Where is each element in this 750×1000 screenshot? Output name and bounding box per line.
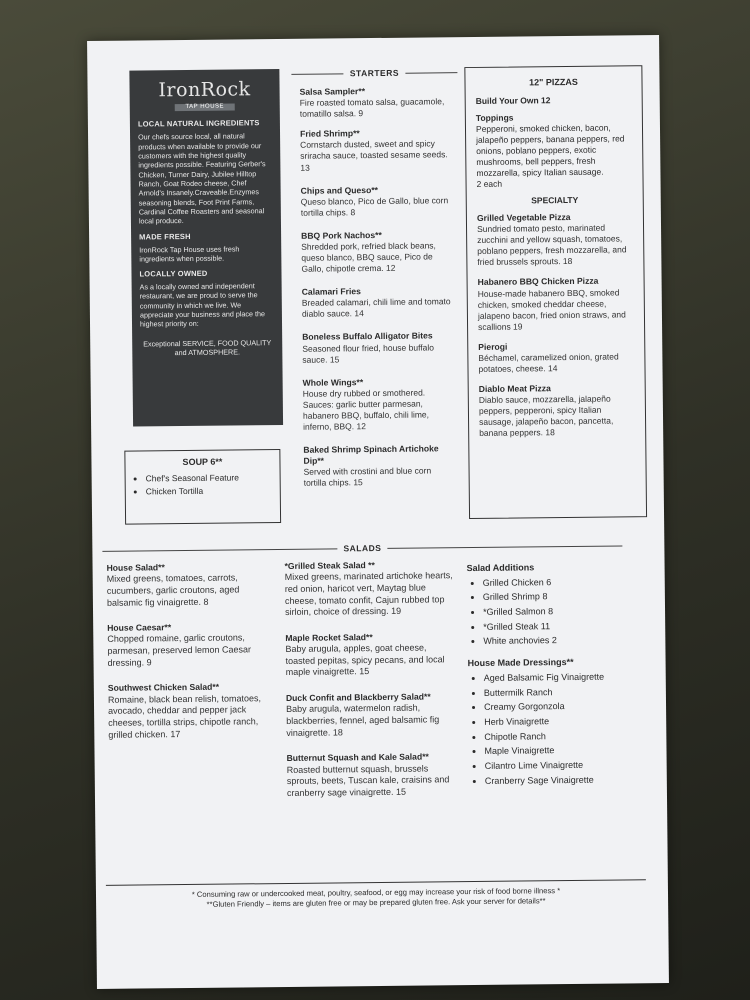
local-heading: LOCAL NATURAL INGREDIENTS: [137, 118, 260, 129]
item-desc: House-made habanero BBQ, smoked chicken, smoked cheddar cheese, jalapeno bacon, fried onion straws, and scallions 19: [477, 287, 626, 332]
brand-subtitle: TAP HOUSE: [175, 103, 235, 111]
menu-item: [303, 376, 454, 433]
menu-item: [285, 631, 455, 679]
menu-item: [302, 331, 452, 366]
menu-item: [301, 184, 451, 219]
toppings-price: 2 each: [476, 178, 503, 189]
salads-title: SALADS: [343, 542, 382, 554]
menu-item: [303, 443, 453, 489]
soup-title: SOUP 6**: [182, 456, 223, 468]
salads-col-2: [285, 559, 458, 808]
footer-line-2: **Gluten Friendly – items are gluten free or may be prepared gluten free. Ask your server for details**: [206, 896, 546, 909]
item-name: Pierogi: [478, 341, 508, 352]
starters-list: [300, 85, 454, 498]
item-desc: Baby arugula, apples, goat cheese, toasted pepitas, spicy pecans, and local maple vinaigrette. 15: [285, 642, 445, 678]
dressing-item: • Herb Vinaigrette: [484, 715, 648, 728]
item-desc: Served with crostini and blue corn tortilla chips. 15: [303, 465, 432, 489]
dressing-item: • Aged Balsamic Fig Vinaigrette: [484, 671, 648, 684]
menu-item: [478, 340, 634, 375]
soup-box: [124, 449, 281, 525]
item-desc: Béchamel, caramelized onion, grated potatoes, cheese. 14: [478, 351, 619, 374]
item-desc: Fire roasted tomato salsa, guacamole, tomatillo salsa. 9: [299, 96, 445, 120]
menu-item: [478, 276, 635, 333]
pizza-box: [464, 65, 647, 519]
item-name: Diablo Meat Pizza: [478, 383, 551, 395]
item-desc: House dry rubbed or smothered. Sauces: garlic butter parmesan, habanero BBQ, buffalo, chili lime, inferno, BBQ. 12: [302, 387, 430, 432]
item-desc: Diablo sauce, mozzarella, jalapeño peppers, pepperoni, spicy Italian sausage, jalapeño bacon, pancetta, banana peppers. 18: [478, 393, 614, 439]
item-desc: Shredded pork, refried black beans, queso blanco, BBQ sauce, Pico de Gallo, chipotle crema. 12: [301, 240, 436, 274]
item-name: BBQ Pork Nachos**: [301, 229, 382, 241]
item-name: Boneless Buffalo Alligator Bites: [302, 330, 433, 343]
addition-item: • White anchovies 2: [483, 635, 647, 648]
dressing-item: • Buttermilk Ranch: [484, 686, 648, 699]
brand-logo: IronRock: [158, 78, 251, 102]
pizza-title: 12" PIZZAS: [529, 76, 578, 88]
soup-item: • Chef's Seasonal Feature: [146, 472, 270, 483]
menu-item: [477, 211, 634, 268]
menu-paper: [87, 35, 669, 989]
starters-title: STARTERS: [349, 67, 400, 79]
dressing-item: • Chipotle Ranch: [484, 730, 648, 743]
item-name: *Grilled Steak Salad **: [284, 560, 375, 571]
item-desc: Seasoned flour fried, house buffalo sauce. 15: [302, 341, 435, 365]
toppings-list: Pepperoni, smoked chicken, bacon, jalapeño peppers, banana peppers, red onions, poblano peppers, exotic mushrooms, bell peppers, fresh mozzarella, spicy Italian sausage.: [475, 122, 625, 178]
item-name: Maple Rocket Salad**: [285, 631, 373, 643]
menu-item: [300, 85, 450, 120]
addition-item: • Grilled Chicken 6: [483, 576, 647, 589]
tagline: Exceptional SERVICE, FOOD QUALITY and ATMOSPHERE.: [143, 337, 272, 358]
local-text: Our chefs source local, all natural products when available to provide our customers with the highest quality ingredients possible. Featuring Gerber's Chicken, Turner Dairy, Jubilee Hilltop Ranch, Goat Rodeo cheese, Chef Arnold's Insanely.Craveable.Enzymes seasoning blends, Foot Print Farms, Cardinal Coffee Roasters and seasonal local produce.: [138, 131, 266, 226]
item-desc: Mixed greens, tomatoes, carrots, cucumbers, garlic croutons, aged balsamic fig vinaigrette. 8: [106, 572, 240, 608]
item-name: House Salad**: [106, 562, 165, 573]
toppings-label: Toppings: [475, 112, 514, 123]
item-name: Salsa Sampler**: [299, 86, 366, 97]
dressing-item: • Creamy Gorgonzola: [484, 700, 648, 713]
dressing-item: • Cilantro Lime Vinaigrette: [485, 759, 649, 772]
menu-item: [300, 127, 450, 173]
menu-item: [301, 229, 451, 275]
starters-header: [291, 67, 457, 79]
soup-item: • Chicken Tortilla: [146, 485, 270, 496]
dressings-label: House Made Dressings**: [467, 657, 574, 669]
item-desc: Roasted butternut squash, brussels sprouts, beets, Tuscan kale, craisins and cranberry sage vinaigrette. 15: [286, 763, 450, 798]
menu-item: [302, 285, 452, 320]
item-name: Grilled Vegetable Pizza: [476, 212, 571, 224]
item-desc: Queso blanco, Pico de Gallo, blue corn tortilla chips. 8: [300, 194, 449, 218]
dressing-item: • Cranberry Sage Vinaigrette: [485, 774, 649, 787]
menu-item: [108, 682, 277, 742]
owned-text: As a locally owned and independent restaurant, we are proud to serve the community in which we live. We appreciate your business and place the highest priority on:: [139, 281, 266, 329]
item-name: Calamari Fries: [301, 286, 361, 297]
item-name: House Caesar**: [107, 622, 172, 634]
fresh-heading: MADE FRESH: [139, 231, 191, 242]
item-name: Butternut Squash and Kale Salad**: [286, 751, 429, 764]
footer-divider: [106, 879, 646, 886]
item-desc: Romaine, black bean relish, tomatoes, avocado, cheddar and pepper jack cheeses, tortilla strips, chipotle ranch, grilled chicken. 17: [107, 692, 262, 740]
menu-item: [479, 382, 636, 439]
item-name: Habanero BBQ Chicken Pizza: [477, 276, 599, 288]
salads-header: [102, 540, 622, 555]
addition-item: • *Grilled Steak 11: [483, 620, 647, 633]
salads-col-1: [107, 561, 277, 750]
salads-col-3: [467, 561, 649, 790]
additions-label: Salad Additions: [466, 562, 535, 574]
item-name: Fried Shrimp**: [299, 128, 360, 140]
build-your-own: Build Your Own 12: [475, 94, 551, 106]
footer-notes: [116, 885, 636, 910]
menu-item: [287, 752, 457, 800]
menu-item: [107, 561, 275, 609]
item-name: Southwest Chicken Salad**: [107, 682, 220, 694]
item-name: Duck Confit and Blackberry Salad**: [285, 691, 431, 704]
fresh-text: IronRock Tap House uses fresh ingredients when possible.: [139, 244, 240, 264]
menu-item: [286, 691, 456, 739]
item-desc: Baby arugula, watermelon radish, blackberries, fennel, aged balsamic fig vinaigrette. 18: [286, 702, 440, 738]
item-desc: Chopped romaine, garlic croutons, parmesan, preserved lemon Caesar dressing. 9: [107, 632, 252, 668]
item-desc: Cornstarch dusted, sweet and spicy sriracha sauce, toasted sesame seeds. 13: [300, 138, 448, 173]
item-name: Baked Shrimp Spinach Artichoke Dip**: [303, 443, 439, 466]
menu-item: [107, 621, 275, 669]
item-name: Chips and Queso**: [300, 184, 379, 196]
brand-panel: [129, 69, 283, 427]
dressing-item: • Maple Vinaigrette: [484, 744, 648, 757]
addition-item: • *Grilled Salmon 8: [483, 605, 647, 618]
addition-item: • Grilled Shrimp 8: [483, 591, 647, 604]
item-desc: Breaded calamari, chili lime and tomato diablo sauce. 14: [301, 296, 451, 320]
item-desc: Mixed greens, marinated artichoke hearts, red onion, haricot vert, Maytag blue cheese, tomato confit, Cajun rubbed top sirloin, choice of dressing. 19: [284, 570, 453, 618]
owned-heading: LOCALLY OWNED: [139, 269, 208, 279]
footer-line-1: * Consuming raw or undercooked meat, poultry, seafood, or egg may increase your risk of food borne illness *: [191, 886, 561, 899]
item-name: Whole Wings**: [302, 376, 364, 388]
item-desc: Sundried tomato pesto, marinated zucchini and yellow squash, tomatoes, poblano peppers, fresh mozzarella, and fried brussels sprouts. 18: [476, 222, 627, 268]
menu-item: [285, 559, 456, 619]
specialty-label: SPECIALTY: [531, 194, 579, 206]
